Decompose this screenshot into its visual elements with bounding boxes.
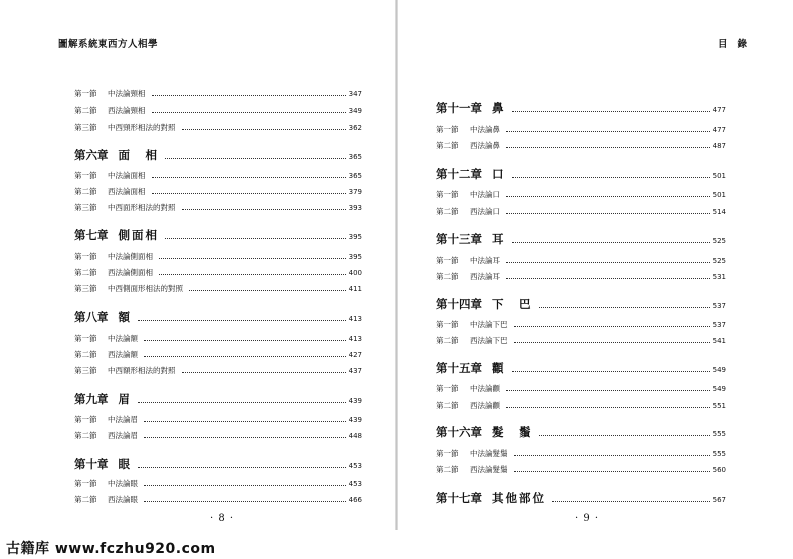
page-number: 411 xyxy=(348,285,362,293)
page-number: 393 xyxy=(348,204,362,212)
section-number: 第三節 xyxy=(74,203,97,212)
section-title: 西法論顴 xyxy=(470,401,500,410)
dot-leader xyxy=(138,402,346,403)
toc-section-entry xyxy=(436,124,726,135)
toc-section-entry xyxy=(74,122,362,133)
dot-leader xyxy=(512,111,710,112)
dot-leader xyxy=(514,342,710,343)
section-number: 第二節 xyxy=(436,465,459,474)
dot-leader xyxy=(182,129,346,130)
toc-section-entry xyxy=(74,202,362,213)
toc-section-entry xyxy=(436,464,726,475)
entry-label xyxy=(436,319,508,330)
toc-section-entry xyxy=(74,333,362,344)
entry-label xyxy=(74,456,132,472)
page-number: 501 xyxy=(712,172,726,180)
section-number: 第一節 xyxy=(74,171,97,180)
dot-leader xyxy=(512,371,710,372)
chapter-title: 其他部位 xyxy=(492,491,546,505)
toc-chapter-entry xyxy=(436,166,726,182)
entry-label xyxy=(436,464,508,475)
page-number: 347 xyxy=(348,90,362,98)
page-number: 477 xyxy=(712,106,726,114)
section-title: 中西面形相法的對照 xyxy=(108,203,176,212)
dot-leader xyxy=(152,177,346,178)
toc-right xyxy=(397,0,793,559)
section-number: 第一節 xyxy=(74,334,97,343)
toc-section-entry xyxy=(74,105,362,116)
entry-label xyxy=(74,105,146,116)
page-number: 541 xyxy=(712,337,726,345)
section-number: 第二節 xyxy=(436,272,459,281)
toc-section-entry xyxy=(436,189,726,200)
dot-leader xyxy=(144,340,346,341)
section-number: 第一節 xyxy=(74,415,97,424)
section-title: 中法論眼 xyxy=(108,479,138,488)
toc-section-entry xyxy=(74,170,362,181)
page-number: 549 xyxy=(712,385,726,393)
section-title: 中法論眉 xyxy=(108,415,138,424)
toc-chapter-entry xyxy=(74,456,362,472)
toc-section-entry xyxy=(74,267,362,278)
dot-leader xyxy=(506,131,710,132)
page-number: 525 xyxy=(712,237,726,245)
section-title: 中法論耳 xyxy=(470,256,500,265)
page-number: 437 xyxy=(348,367,362,375)
page-number: 427 xyxy=(348,351,362,359)
chapter-number: 第十四章 xyxy=(436,297,482,311)
section-title: 中法論顴 xyxy=(470,384,500,393)
toc-chapter-entry xyxy=(436,490,726,506)
chapter-number: 第六章 xyxy=(74,148,109,162)
entry-label xyxy=(74,267,153,278)
toc-section-entry xyxy=(436,271,726,282)
chapter-number: 第十七章 xyxy=(436,491,482,505)
section-title: 西法論髮鬚 xyxy=(470,465,508,474)
chapter-number: 第十五章 xyxy=(436,361,482,375)
section-title: 中西頸形相法的對照 xyxy=(108,123,176,132)
dot-leader xyxy=(506,390,710,391)
dot-leader xyxy=(506,278,710,279)
entry-label xyxy=(74,88,146,99)
dot-leader xyxy=(152,95,346,96)
chapter-title: 髮 鬚 xyxy=(492,425,533,439)
running-head-book-title: 圖解系統東西方人相學 xyxy=(58,39,159,50)
entry-label xyxy=(74,365,176,376)
toc-chapter-entry xyxy=(74,391,362,407)
page-number: 551 xyxy=(712,402,726,410)
right-page xyxy=(397,0,793,559)
section-number: 第一節 xyxy=(436,190,459,199)
toc-chapter-entry xyxy=(436,231,726,247)
chapter-title: 面 相 xyxy=(118,148,159,162)
chapter-number: 第七章 xyxy=(74,228,109,242)
toc-section-entry xyxy=(436,383,726,394)
page-number: 349 xyxy=(348,107,362,115)
left-page xyxy=(0,0,396,559)
toc-section-entry xyxy=(74,494,362,505)
entry-label xyxy=(436,424,533,440)
page-number: 549 xyxy=(712,366,726,374)
entry-label xyxy=(74,283,183,294)
entry-label xyxy=(436,383,500,394)
toc-section-entry xyxy=(74,283,362,294)
chapter-number: 第十章 xyxy=(74,457,109,471)
toc-chapter-entry xyxy=(74,147,362,163)
chapter-title: 側面相 xyxy=(118,228,159,242)
entry-label xyxy=(74,122,176,133)
section-number: 第二節 xyxy=(436,336,459,345)
section-number: 第一節 xyxy=(74,479,97,488)
page-number: 514 xyxy=(712,208,726,216)
section-number: 第三節 xyxy=(74,366,97,375)
section-title: 西法論額 xyxy=(108,350,138,359)
watermark: 古籍库 www.fczhu920.com xyxy=(6,541,216,557)
section-title: 西法論眉 xyxy=(108,431,138,440)
section-number: 第二節 xyxy=(436,207,459,216)
dot-leader xyxy=(144,437,346,438)
section-title: 中西側面形相法的對照 xyxy=(108,284,183,293)
toc-section-entry xyxy=(436,206,726,217)
section-number: 第一節 xyxy=(436,320,459,329)
section-number: 第一節 xyxy=(436,449,459,458)
toc-section-entry xyxy=(436,448,726,459)
page-number: 395 xyxy=(348,253,362,261)
section-number: 第一節 xyxy=(436,125,459,134)
dot-leader xyxy=(182,372,346,373)
section-title: 中西額形相法的對照 xyxy=(108,366,176,375)
toc-section-entry xyxy=(436,140,726,151)
section-number: 第三節 xyxy=(74,284,97,293)
dot-leader xyxy=(506,407,710,408)
entry-label xyxy=(74,227,159,243)
page-number: 365 xyxy=(348,153,362,161)
running-head-contents: 目錄 xyxy=(717,39,757,50)
page-number: 453 xyxy=(348,462,362,470)
page-number: 466 xyxy=(348,496,362,504)
dot-leader xyxy=(514,326,710,327)
section-title: 西法論側面相 xyxy=(108,268,153,277)
dot-leader xyxy=(514,471,710,472)
dot-leader xyxy=(189,290,346,291)
section-number: 第二節 xyxy=(74,106,97,115)
dot-leader xyxy=(512,177,710,178)
dot-leader xyxy=(506,213,710,214)
toc-chapter-entry xyxy=(74,227,362,243)
entry-label xyxy=(436,271,500,282)
section-title: 西法論面相 xyxy=(108,187,146,196)
section-title: 西法論耳 xyxy=(470,272,500,281)
page-number: 448 xyxy=(348,432,362,440)
dot-leader xyxy=(539,435,710,436)
page-number: 555 xyxy=(712,450,726,458)
section-number: 第二節 xyxy=(74,268,97,277)
entry-label xyxy=(436,124,500,135)
section-number: 第一節 xyxy=(436,384,459,393)
entry-label xyxy=(436,360,506,376)
entry-label xyxy=(436,166,506,182)
toc-section-entry xyxy=(74,430,362,441)
chapter-title: 鼻 xyxy=(492,101,506,115)
dot-leader xyxy=(144,485,346,486)
section-number: 第二節 xyxy=(436,141,459,150)
page-number: 487 xyxy=(712,142,726,150)
entry-label xyxy=(436,100,506,116)
chapter-title: 額 xyxy=(118,310,132,324)
page-number: 439 xyxy=(348,397,362,405)
entry-label xyxy=(74,430,138,441)
dot-leader xyxy=(138,320,346,321)
section-number: 第二節 xyxy=(74,431,97,440)
entry-label xyxy=(436,231,506,247)
toc-section-entry xyxy=(74,186,362,197)
entry-label xyxy=(436,490,546,506)
page-number: 413 xyxy=(348,335,362,343)
page-number: 560 xyxy=(712,466,726,474)
dot-leader xyxy=(152,112,346,113)
entry-label xyxy=(74,349,138,360)
section-title: 中法論面相 xyxy=(108,171,146,180)
page-number: 501 xyxy=(712,191,726,199)
chapter-number: 第十一章 xyxy=(436,101,482,115)
entry-label xyxy=(74,333,138,344)
toc-section-entry xyxy=(436,335,726,346)
chapter-title: 耳 xyxy=(492,232,506,246)
entry-label xyxy=(436,206,500,217)
page-number: 400 xyxy=(348,269,362,277)
dot-leader xyxy=(512,242,710,243)
entry-label xyxy=(74,251,153,262)
toc-section-entry xyxy=(74,365,362,376)
dot-leader xyxy=(159,274,346,275)
folio-left: · 8 · xyxy=(210,513,235,524)
chapter-number: 第十六章 xyxy=(436,425,482,439)
page-number: 567 xyxy=(712,496,726,504)
folio-right: · 9 · xyxy=(575,513,600,524)
page-number: 537 xyxy=(712,302,726,310)
toc-section-entry xyxy=(74,414,362,425)
section-title: 西法論眼 xyxy=(108,495,138,504)
dot-leader xyxy=(539,307,710,308)
chapter-title: 顴 xyxy=(492,361,506,375)
chapter-number: 第九章 xyxy=(74,392,109,406)
section-number: 第二節 xyxy=(74,350,97,359)
section-title: 中法論頸相 xyxy=(108,89,146,98)
toc-section-entry xyxy=(74,478,362,489)
entry-label xyxy=(436,400,500,411)
page-number: 379 xyxy=(348,188,362,196)
toc-chapter-entry xyxy=(436,100,726,116)
page-number: 453 xyxy=(348,480,362,488)
page-number: 537 xyxy=(712,321,726,329)
section-number: 第一節 xyxy=(74,252,97,261)
page-number: 525 xyxy=(712,257,726,265)
dot-leader xyxy=(552,501,710,502)
entry-label xyxy=(74,170,146,181)
dot-leader xyxy=(144,421,346,422)
chapter-number: 第十二章 xyxy=(436,167,482,181)
dot-leader xyxy=(165,158,346,159)
dot-leader xyxy=(165,238,346,239)
entry-label xyxy=(74,147,159,163)
chapter-title: 口 xyxy=(492,167,506,181)
section-number: 第二節 xyxy=(436,401,459,410)
dot-leader xyxy=(514,455,710,456)
entry-label xyxy=(436,140,500,151)
entry-label xyxy=(74,414,138,425)
page-number: 555 xyxy=(712,430,726,438)
entry-label xyxy=(74,494,138,505)
chapter-title: 眉 xyxy=(118,392,132,406)
dot-leader xyxy=(506,147,710,148)
entry-label xyxy=(74,309,132,325)
toc-chapter-entry xyxy=(436,296,726,312)
page-number: 413 xyxy=(348,315,362,323)
entry-label xyxy=(436,255,500,266)
toc-section-entry xyxy=(436,400,726,411)
section-number: 第二節 xyxy=(74,495,97,504)
section-number: 第二節 xyxy=(74,187,97,196)
section-title: 西法論鼻 xyxy=(470,141,500,150)
entry-label xyxy=(74,186,146,197)
dot-leader xyxy=(144,501,346,502)
section-number: 第一節 xyxy=(74,89,97,98)
entry-label xyxy=(436,296,533,312)
dot-leader xyxy=(138,467,346,468)
section-number: 第一節 xyxy=(436,256,459,265)
section-title: 西法論下巴 xyxy=(470,336,508,345)
chapter-number: 第十三章 xyxy=(436,232,482,246)
chapter-number: 第八章 xyxy=(74,310,109,324)
dot-leader xyxy=(182,209,346,210)
page-number: 365 xyxy=(348,172,362,180)
page-number: 395 xyxy=(348,233,362,241)
toc-section-entry xyxy=(74,349,362,360)
toc-chapter-entry xyxy=(436,360,726,376)
toc-chapter-entry xyxy=(436,424,726,440)
dot-leader xyxy=(152,193,346,194)
section-title: 中法論鼻 xyxy=(470,125,500,134)
dot-leader xyxy=(506,262,710,263)
section-title: 西法論頸相 xyxy=(108,106,146,115)
entry-label xyxy=(74,391,132,407)
section-title: 中法論髮鬚 xyxy=(470,449,508,458)
page-number: 477 xyxy=(712,126,726,134)
toc-section-entry xyxy=(74,251,362,262)
dot-leader xyxy=(159,258,346,259)
section-title: 中法論額 xyxy=(108,334,138,343)
section-number: 第三節 xyxy=(74,123,97,132)
section-title: 西法論口 xyxy=(470,207,500,216)
toc-left xyxy=(0,0,396,559)
entry-label xyxy=(436,448,508,459)
toc-section-entry xyxy=(436,319,726,330)
chapter-title: 下 巴 xyxy=(492,297,533,311)
entry-label xyxy=(74,478,138,489)
toc-chapter-entry xyxy=(74,309,362,325)
entry-label xyxy=(436,189,500,200)
entry-label xyxy=(74,202,176,213)
section-title: 中法論側面相 xyxy=(108,252,153,261)
page-number: 531 xyxy=(712,273,726,281)
dot-leader xyxy=(144,356,346,357)
toc-section-entry xyxy=(436,255,726,266)
page-number: 439 xyxy=(348,416,362,424)
section-title: 中法論下巴 xyxy=(470,320,508,329)
section-title: 中法論口 xyxy=(470,190,500,199)
page-number: 362 xyxy=(348,124,362,132)
chapter-title: 眼 xyxy=(118,457,132,471)
toc-section-entry xyxy=(74,88,362,99)
entry-label xyxy=(436,335,508,346)
dot-leader xyxy=(506,196,710,197)
